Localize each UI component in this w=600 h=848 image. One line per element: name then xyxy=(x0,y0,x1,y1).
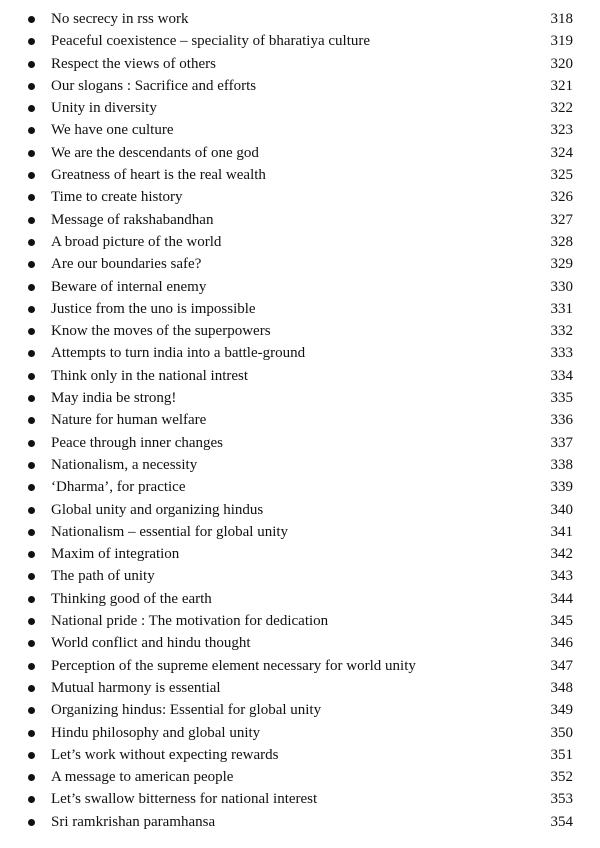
toc-entry xyxy=(0,766,600,788)
entry-page-number: 332 xyxy=(550,323,573,340)
toc-entry xyxy=(0,409,600,431)
entry-page-number: 354 xyxy=(550,813,573,830)
entry-title: Nationalism, a necessity xyxy=(51,456,198,473)
entry-title: Unity in diversity xyxy=(51,100,157,117)
entry-title: Respect the views of others xyxy=(51,55,216,72)
bullet-icon xyxy=(28,752,35,759)
toc-entry xyxy=(0,119,600,141)
entry-page-number: 338 xyxy=(550,456,573,473)
entry-page-number: 325 xyxy=(550,167,573,184)
entry-page-number: 333 xyxy=(550,345,573,362)
entry-page-number: 353 xyxy=(550,791,573,808)
entry-page-number: 348 xyxy=(550,679,573,696)
bullet-icon xyxy=(28,350,35,357)
entry-title: World conflict and hindu thought xyxy=(51,635,251,652)
bullet-icon xyxy=(28,61,35,68)
bullet-icon xyxy=(28,596,35,603)
entry-title: Attempts to turn india into a battle-ground xyxy=(51,345,306,362)
bullet-icon xyxy=(28,663,35,670)
bullet-icon xyxy=(28,640,35,647)
toc-entry xyxy=(0,476,600,498)
entry-title: Thinking good of the earth xyxy=(51,590,212,607)
bullet-icon xyxy=(28,38,35,45)
entry-page-number: 352 xyxy=(550,769,573,786)
entry-title: May india be strong! xyxy=(51,390,177,407)
entry-title: Justice from the uno is impossible xyxy=(51,300,256,317)
bullet-icon xyxy=(28,239,35,246)
bullet-icon xyxy=(28,819,35,826)
entry-page-number: 327 xyxy=(550,211,573,228)
bullet-icon xyxy=(28,551,35,558)
toc-entry xyxy=(0,8,600,30)
entry-title: Organizing hindus: Essential for global unity xyxy=(51,702,322,719)
toc-entry xyxy=(0,521,600,543)
toc-entry xyxy=(0,811,600,833)
entry-page-number: 331 xyxy=(550,300,573,317)
entry-title: Global unity and organizing hindus xyxy=(51,501,264,518)
toc-entry xyxy=(0,788,600,810)
toc-entry xyxy=(0,97,600,119)
bullet-icon xyxy=(28,730,35,737)
toc-entry xyxy=(0,722,600,744)
toc-entry xyxy=(0,53,600,75)
bullet-icon xyxy=(28,618,35,625)
entry-title: Sri ramkrishan paramhansa xyxy=(51,813,216,830)
entry-page-number: 349 xyxy=(550,702,573,719)
entry-title: Time to create history xyxy=(51,189,183,206)
bullet-icon xyxy=(28,707,35,714)
toc-entry xyxy=(0,610,600,632)
bullet-icon xyxy=(28,172,35,179)
entry-title: Our slogans : Sacrifice and efforts xyxy=(51,77,257,94)
toc-entry xyxy=(0,387,600,409)
toc-entry xyxy=(0,699,600,721)
toc-entry xyxy=(0,565,600,587)
entry-title: The path of unity xyxy=(51,568,155,585)
entry-title: A message to american people xyxy=(51,769,234,786)
entry-page-number: 323 xyxy=(550,122,573,139)
toc-entry xyxy=(0,655,600,677)
entry-page-number: 342 xyxy=(550,546,573,563)
entry-title: Greatness of heart is the real wealth xyxy=(51,167,266,184)
entry-page-number: 345 xyxy=(550,613,573,630)
toc-entry xyxy=(0,276,600,298)
entry-title: Hindu philosophy and global unity xyxy=(51,724,261,741)
bullet-icon xyxy=(28,83,35,90)
entry-page-number: 336 xyxy=(550,412,573,429)
toc-entry xyxy=(0,454,600,476)
entry-page-number: 350 xyxy=(550,724,573,741)
bullet-icon xyxy=(28,507,35,514)
toc-entry xyxy=(0,365,600,387)
toc-entry xyxy=(0,499,600,521)
entry-page-number: 340 xyxy=(550,501,573,518)
toc-entry xyxy=(0,186,600,208)
entry-title: We have one culture xyxy=(51,122,174,139)
bullet-icon xyxy=(28,194,35,201)
toc-entry xyxy=(0,75,600,97)
entry-page-number: 341 xyxy=(550,523,573,540)
toc-entry xyxy=(0,231,600,253)
entry-page-number: 324 xyxy=(550,144,573,161)
toc-entry xyxy=(0,209,600,231)
entry-page-number: 329 xyxy=(550,256,573,273)
entry-page-number: 351 xyxy=(550,746,573,763)
toc-entry xyxy=(0,298,600,320)
bullet-icon xyxy=(28,105,35,112)
entry-title: Are our boundaries safe? xyxy=(51,256,202,273)
entry-page-number: 330 xyxy=(550,278,573,295)
bullet-icon xyxy=(28,395,35,402)
entry-title: ‘Dharma’, for practice xyxy=(51,479,186,496)
entry-title: Let’s swallow bitterness for national interest xyxy=(51,791,318,808)
entry-title: Know the moves of the superpowers xyxy=(51,323,271,340)
entry-page-number: 334 xyxy=(550,367,573,384)
bullet-icon xyxy=(28,328,35,335)
entry-page-number: 322 xyxy=(550,100,573,117)
entry-title: Beware of internal enemy xyxy=(51,278,207,295)
bullet-icon xyxy=(28,440,35,447)
entry-page-number: 335 xyxy=(550,390,573,407)
entry-page-number: 326 xyxy=(550,189,573,206)
toc-entry xyxy=(0,30,600,52)
bullet-icon xyxy=(28,261,35,268)
entry-page-number: 343 xyxy=(550,568,573,585)
toc-entry xyxy=(0,543,600,565)
entry-page-number: 320 xyxy=(550,55,573,72)
entry-title: Nationalism – essential for global unity xyxy=(51,523,289,540)
toc-entry xyxy=(0,632,600,654)
entry-title: Maxim of integration xyxy=(51,546,180,563)
entry-title: We are the descendants of one god xyxy=(51,144,259,161)
entry-title: A broad picture of the world xyxy=(51,233,222,250)
bullet-icon xyxy=(28,417,35,424)
entry-title: Let’s work without expecting rewards xyxy=(51,746,279,763)
entry-title: Perception of the supreme element necessary for world unity xyxy=(51,657,416,674)
entry-page-number: 319 xyxy=(550,33,573,50)
entry-title: No secrecy in rss work xyxy=(51,11,189,27)
bullet-icon xyxy=(28,127,35,134)
bullet-icon xyxy=(28,774,35,781)
entry-title: Message of rakshabandhan xyxy=(51,211,214,228)
toc-entry xyxy=(0,320,600,342)
bullet-icon xyxy=(28,685,35,692)
entry-title: Peace through inner changes xyxy=(51,434,224,451)
bullet-icon xyxy=(28,529,35,536)
toc-list xyxy=(0,8,600,833)
entry-title: Think only in the national intrest xyxy=(51,367,249,384)
bullet-icon xyxy=(28,573,35,580)
toc-entry xyxy=(0,432,600,454)
entry-page-number: 346 xyxy=(550,635,573,652)
toc-entry xyxy=(0,588,600,610)
bullet-icon xyxy=(28,150,35,157)
entry-page-number: 337 xyxy=(550,434,573,451)
entry-title: National pride : The motivation for dedication xyxy=(51,613,329,630)
bullet-icon xyxy=(28,462,35,469)
toc-entry xyxy=(0,744,600,766)
toc-entry xyxy=(0,164,600,186)
entry-title: Mutual harmony is essential xyxy=(51,679,221,696)
toc-entry xyxy=(0,142,600,164)
bullet-icon xyxy=(28,284,35,291)
bullet-icon xyxy=(28,16,35,23)
entry-title: Peaceful coexistence – speciality of bharatiya culture xyxy=(51,33,371,50)
bullet-icon xyxy=(28,484,35,491)
bullet-icon xyxy=(28,306,35,313)
entry-page-number: 344 xyxy=(550,590,573,607)
toc-entry xyxy=(0,677,600,699)
bullet-icon xyxy=(28,373,35,380)
entry-page-number: 339 xyxy=(550,479,573,496)
entry-page-number: 318 xyxy=(550,11,573,27)
toc-entry xyxy=(0,342,600,364)
entry-page-number: 347 xyxy=(550,657,573,674)
bullet-icon xyxy=(28,217,35,224)
entry-page-number: 328 xyxy=(550,233,573,250)
bullet-icon xyxy=(28,796,35,803)
entry-title: Nature for human welfare xyxy=(51,412,207,429)
entry-page-number: 321 xyxy=(550,77,573,94)
toc-entry xyxy=(0,253,600,275)
